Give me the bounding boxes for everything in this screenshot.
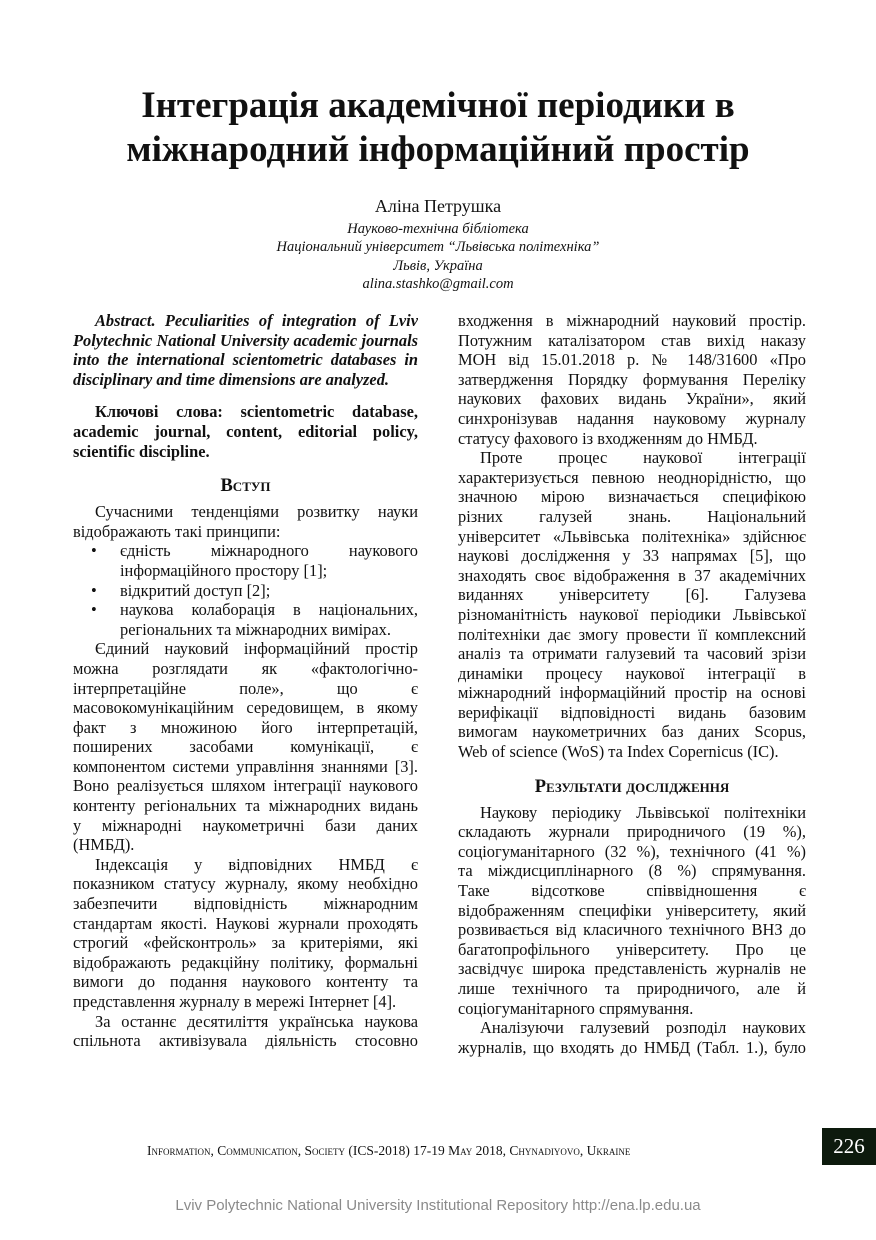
text-line: у міжнародні наукометричні бази даних bbox=[73, 815, 418, 835]
text-line: характеризується певною неоднорідністю, що bbox=[458, 467, 806, 487]
text-line: вимогам наукометричних баз даних Scopus, bbox=[458, 722, 806, 742]
text-line: Polytechnic National University academic journals bbox=[73, 330, 418, 350]
bullet-icon: • bbox=[91, 600, 97, 620]
text-line: масовокомунікаційним середовищем, в якому bbox=[73, 698, 418, 718]
text-line: (НМБД). bbox=[73, 835, 135, 855]
affiliation-university: Національний університет “Львівська політехніка” bbox=[276, 239, 600, 256]
para-block bbox=[73, 1012, 418, 1051]
text-line: Воно реалізується шляхом інтеграції наукового bbox=[73, 776, 418, 796]
text-line: університет «Львівська політехніка» здійснює bbox=[458, 526, 806, 546]
text-line: За останнє десятиліття українська наукова bbox=[95, 1011, 418, 1031]
text-line: статусу фахового із входженням до НМБД. bbox=[458, 428, 758, 448]
text-line: входження в міжнародний науковий простір. bbox=[458, 311, 806, 330]
text-line: Abstract. Peculiarities of integration of Lviv bbox=[95, 311, 418, 330]
text-line: вимоги до подання наукового контенту та bbox=[73, 972, 418, 992]
text-line: наукові дослідження у 33 напрямах [5], що bbox=[458, 546, 806, 566]
paper-title bbox=[0, 84, 876, 172]
text-line: інформаційного простору [1]; bbox=[120, 560, 328, 580]
text-line: розвивається від класичного технічного ВНЗ до bbox=[458, 920, 806, 940]
text-line: лише технічного та природничого, але й bbox=[458, 979, 806, 998]
text-line: аналіз та отримати галузевий та часовий зрізи bbox=[458, 644, 806, 664]
text-line: представлення журналу в мережі Інтернет [4]. bbox=[73, 992, 397, 1011]
bullet-item bbox=[73, 581, 418, 601]
right-column bbox=[458, 311, 806, 1057]
para-block bbox=[458, 448, 806, 762]
title-line: Інтеграція академічної періодики в bbox=[141, 85, 735, 126]
text-line: строгий «фейсконтроль» за критеріями, які bbox=[73, 933, 418, 953]
text-line: міжнародний інформаційний простір на основі bbox=[458, 683, 806, 703]
text-line: Потужним каталізатором став вихід наказу bbox=[458, 330, 806, 350]
text-line: Наукову періодику Львівської політехніки bbox=[480, 802, 806, 822]
text-line: відкритий доступ [2]; bbox=[120, 580, 271, 600]
text-line: значною мірою визначається специфікою bbox=[458, 487, 806, 507]
text-line: наукова колаборація в національних, bbox=[120, 600, 418, 620]
para-block bbox=[73, 502, 418, 541]
text-line: спільнота активізувала діяльність стосовно bbox=[73, 1031, 418, 1051]
affiliation-dept: Науково-технічна бібліотека bbox=[347, 221, 529, 237]
para-block bbox=[73, 639, 418, 855]
text-line: багатопрофільного університету. Про це bbox=[458, 939, 806, 959]
abstract-block bbox=[73, 311, 418, 389]
text-line: контенту регіональних та міжнародних видань bbox=[73, 796, 418, 816]
para-block bbox=[458, 803, 806, 1019]
text-line: інтерпретаційне поле», що є bbox=[73, 678, 418, 698]
text-line: затвердження Порядку формування Переліку bbox=[458, 369, 806, 389]
text-line: Таке відсоткове співвідношення є bbox=[458, 881, 806, 901]
text-line: Єдиний науковий інформаційний простір bbox=[95, 639, 418, 659]
affiliation bbox=[0, 220, 876, 293]
text-line: Проте процес наукової інтеграції bbox=[480, 448, 806, 468]
text-line: різних галузей знань. Національний bbox=[458, 506, 806, 526]
text-line: відображають такі принципи: bbox=[73, 521, 281, 541]
text-line: Сучасними тенденціями розвитку науки bbox=[95, 502, 418, 522]
text-line: стандартам якості. Наукові журнали проходять bbox=[73, 913, 418, 933]
text-line: верифікації відповідності видань базовим bbox=[458, 702, 806, 722]
repository-watermark: Lviv Polytechnic National University Institutional Repository http://ena.lp.edu.ua bbox=[175, 1197, 701, 1214]
author-name: Аліна Петрушка bbox=[374, 196, 502, 216]
text-line: компонентом системи управління знаннями [3]. bbox=[73, 756, 418, 776]
section-heading: Вступ bbox=[220, 476, 271, 497]
conference-footer: Information, Communication, Society (ICS-2018) 17-19 May 2018, Chynadiyovo, Ukraine bbox=[147, 1143, 631, 1158]
text-line: регіональних та міжнародних вимірах. bbox=[120, 619, 391, 639]
para-block bbox=[458, 1018, 806, 1057]
text-line: журналів, що входять до НМБД (Табл. 1.), було bbox=[458, 1037, 806, 1057]
text-line: into the international scientometric databases in bbox=[73, 350, 418, 370]
para-block bbox=[458, 311, 806, 448]
text-line: Web of science (WoS) та Index Copernicus (IC). bbox=[458, 742, 779, 762]
title-line: міжнародний інформаційний простір bbox=[126, 129, 750, 170]
text-line: disciplinary and time dimensions are analyzed. bbox=[73, 369, 389, 389]
text-line: синхронізував надання науковому журналу bbox=[458, 408, 806, 428]
section-heading: Результати дослідження bbox=[534, 776, 730, 797]
text-line: динаміки процесу наукової інтеграції в bbox=[458, 663, 806, 683]
text-line: різноманітність наукової періодики Львівської bbox=[458, 604, 806, 624]
bullet-icon: • bbox=[91, 541, 97, 561]
text-line: поширених засобами комунікації, є bbox=[73, 737, 418, 757]
text-line: відображенням специфіки університету, який bbox=[458, 900, 806, 920]
author-email: alina.stashko@gmail.com bbox=[362, 275, 514, 292]
text-line: наукових фахових видань України», який bbox=[458, 389, 806, 409]
text-line: політехніки дає змогу провести її комплексний bbox=[458, 624, 806, 644]
text-line: виданнях університету [6]. Галузева bbox=[458, 585, 806, 605]
text-line: та міждисциплінарного (8 %) спрямування. bbox=[458, 861, 806, 881]
left-column bbox=[73, 311, 418, 1051]
bullet-item bbox=[73, 541, 418, 580]
text-line: можна розглядати як «фактологічно- bbox=[73, 658, 418, 678]
text-line: Ключові слова: scientometric database, bbox=[95, 402, 418, 422]
text-line: знаходять своє відображення в 37 академічних bbox=[458, 565, 806, 585]
text-line: academic journal, content, editorial policy, bbox=[73, 421, 418, 441]
text-line: scientific discipline. bbox=[73, 441, 210, 461]
text-line: забезпечити відповідність міжнародним bbox=[73, 894, 418, 914]
text-line: засвідчує широка представленість журналів не bbox=[458, 959, 806, 979]
text-line: Індексація у відповідних НМБД є bbox=[95, 854, 418, 874]
text-line: МОН від 15.01.2018 р. № 148/31600 «Про bbox=[458, 350, 806, 370]
text-line: показником статусу журналу, якому необхідно bbox=[73, 874, 418, 894]
text-line: складають журнали природничого (19 %), bbox=[458, 822, 806, 842]
text-line: відображають редакційну політику, формальні bbox=[73, 952, 418, 972]
bullet-icon: • bbox=[91, 580, 97, 600]
text-line: соціогуманітарного спрямування. bbox=[458, 998, 694, 1018]
page-number: 226 bbox=[822, 1128, 876, 1165]
text-line: соціогуманітарного (32 %), технічного (41 %) bbox=[458, 841, 806, 861]
text-line: факт з множиною його інтерпретацій, bbox=[73, 717, 418, 737]
bullet-item bbox=[73, 600, 418, 639]
text-line: єдність міжнародного наукового bbox=[120, 541, 418, 561]
para-block bbox=[73, 855, 418, 1012]
affiliation-city: Львів, Україна bbox=[393, 257, 483, 274]
keywords-block bbox=[73, 402, 418, 461]
text-line: Аналізуючи галузевий розподіл наукових bbox=[480, 1018, 806, 1038]
